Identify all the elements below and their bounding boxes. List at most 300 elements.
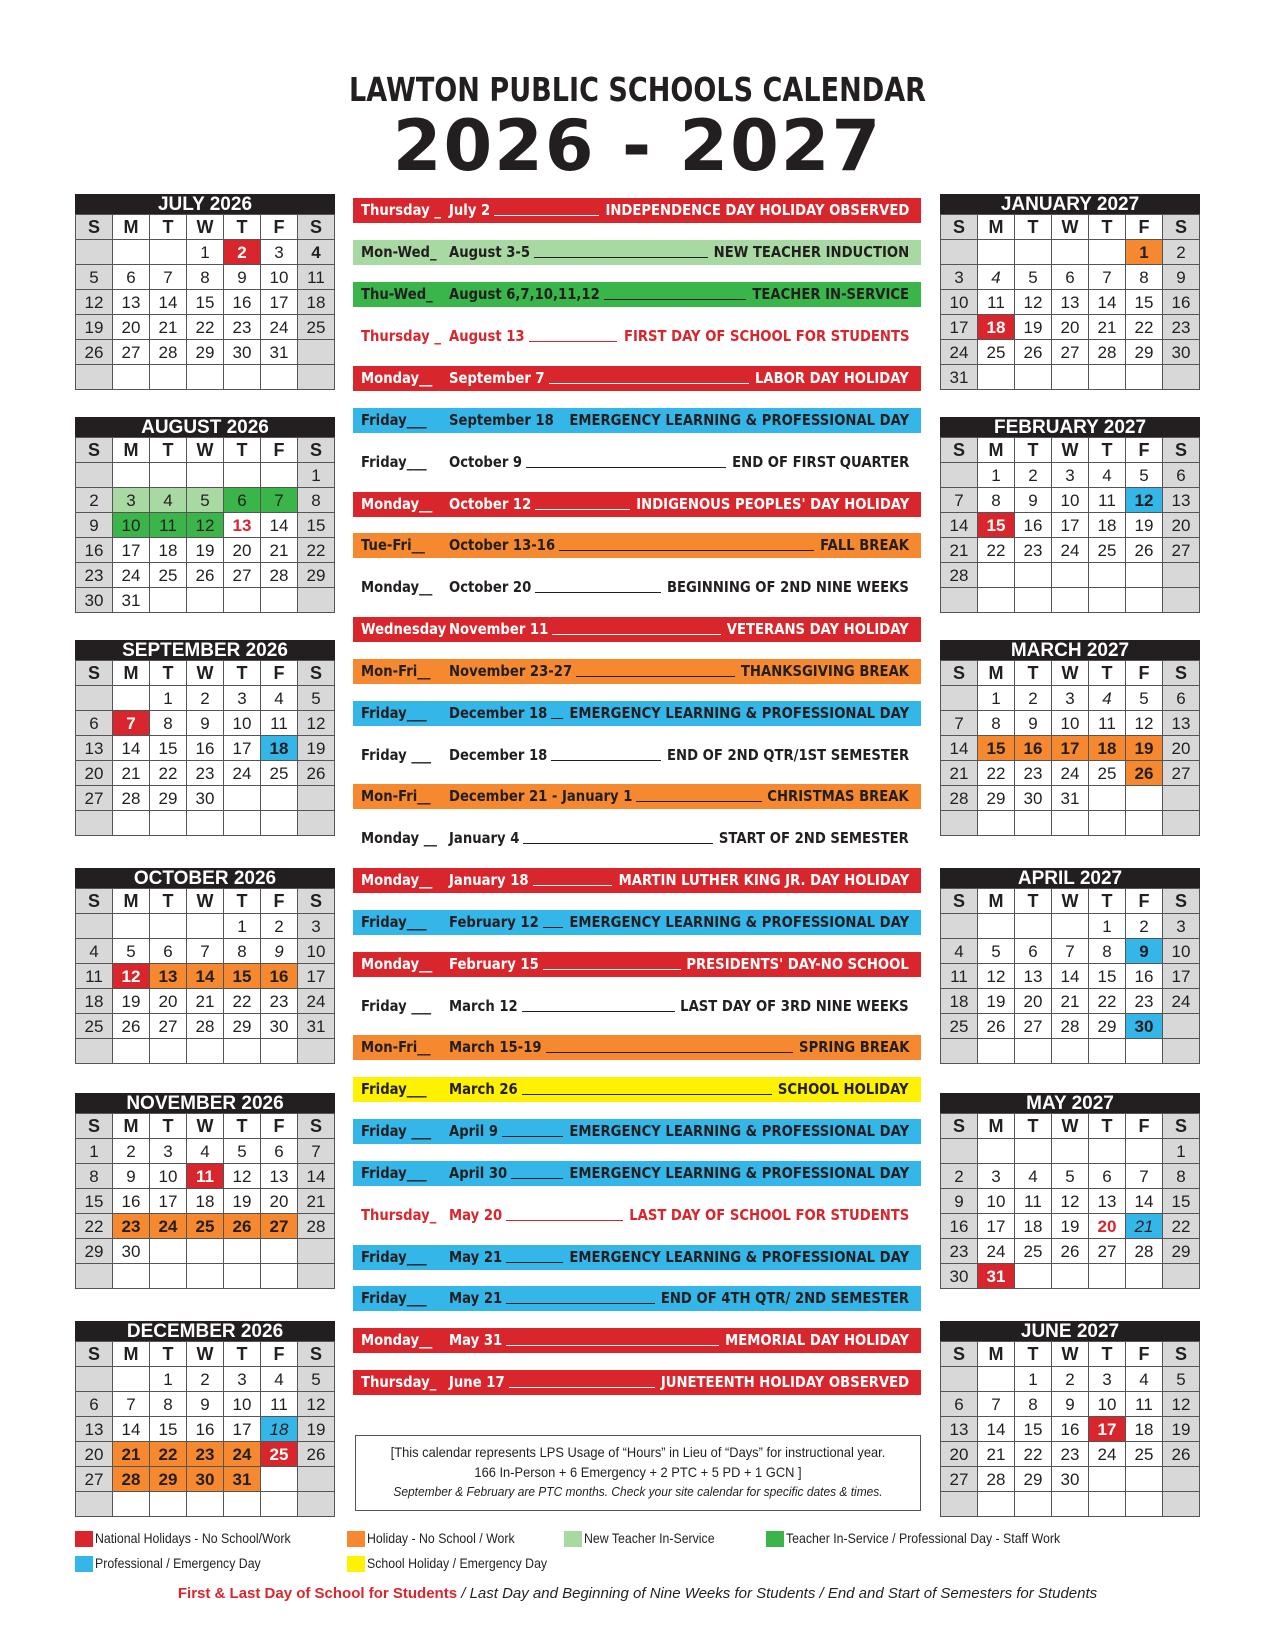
empty-day-cell <box>298 1264 335 1289</box>
day-cell: 21 <box>113 761 150 786</box>
empty-day-cell <box>941 686 978 711</box>
day-cell: 19 <box>187 538 224 563</box>
day-cell: 18 <box>978 315 1015 340</box>
empty-day-cell <box>1163 588 1200 613</box>
event-row <box>353 198 921 223</box>
empty-day-cell <box>978 1492 1015 1517</box>
event-day: Thursday_ <box>361 1373 437 1391</box>
event-connector-line <box>551 760 661 761</box>
day-cell: 3 <box>224 686 261 711</box>
event-day: Wednesday <box>361 620 447 638</box>
day-cell: 20 <box>261 1189 298 1214</box>
event-description: EMERGENCY LEARNING & PROFESSIONAL DAY <box>569 1248 909 1266</box>
event-connector-line <box>576 676 735 677</box>
day-cell: 5 <box>187 488 224 513</box>
day-cell: 13 <box>941 1417 978 1442</box>
empty-day-cell <box>298 365 335 390</box>
day-cell: 6 <box>224 488 261 513</box>
empty-day-cell <box>113 1039 150 1064</box>
empty-day-cell <box>261 1264 298 1289</box>
empty-day-cell <box>113 914 150 939</box>
day-cell: 4 <box>76 939 113 964</box>
day-cell: 13 <box>113 290 150 315</box>
event-row <box>353 408 921 433</box>
day-cell: 16 <box>76 538 113 563</box>
event-connector-line <box>551 718 563 719</box>
month-may <box>940 1093 1200 1289</box>
event-date: May 20 <box>449 1206 503 1224</box>
day-cell: 21 <box>1052 989 1089 1014</box>
event-row <box>353 1328 921 1353</box>
week-row <box>941 736 1200 761</box>
weekday-header: F <box>261 438 298 463</box>
week-row <box>76 1467 335 1492</box>
weekday-header: T <box>1015 1114 1052 1139</box>
event-connector-line <box>552 634 721 635</box>
day-cell: 28 <box>941 563 978 588</box>
day-cell: 25 <box>1089 538 1126 563</box>
day-cell: 2 <box>1015 686 1052 711</box>
week-row <box>941 786 1200 811</box>
week-row <box>941 1442 1200 1467</box>
day-cell: 9 <box>76 513 113 538</box>
month-grid <box>75 888 335 1064</box>
day-cell: 7 <box>978 1392 1015 1417</box>
empty-day-cell <box>978 588 1015 613</box>
event-description: EMERGENCY LEARNING & PROFESSIONAL DAY <box>569 704 909 722</box>
week-row <box>941 711 1200 736</box>
day-cell: 4 <box>1126 1367 1163 1392</box>
day-cell: 17 <box>224 1417 261 1442</box>
event-connector-line <box>509 1387 655 1388</box>
event-row <box>353 324 921 349</box>
month-dec <box>75 1321 335 1517</box>
month-jun <box>940 1321 1200 1517</box>
weekday-header: F <box>1126 661 1163 686</box>
empty-day-cell <box>1052 563 1089 588</box>
empty-day-cell <box>298 1467 335 1492</box>
day-cell: 6 <box>1089 1164 1126 1189</box>
day-cell: 17 <box>224 736 261 761</box>
day-cell: 17 <box>941 315 978 340</box>
empty-day-cell <box>150 240 187 265</box>
event-date: February 12 <box>449 913 539 931</box>
day-cell: 15 <box>187 290 224 315</box>
week-row <box>76 736 335 761</box>
day-cell: 21 <box>941 538 978 563</box>
empty-day-cell <box>1163 1492 1200 1517</box>
day-cell: 18 <box>76 989 113 1014</box>
day-cell: 15 <box>150 1417 187 1442</box>
day-cell: 4 <box>1089 463 1126 488</box>
event-description: INDEPENDENCE DAY HOLIDAY OBSERVED <box>605 201 909 219</box>
event-date: March 26 <box>449 1080 518 1098</box>
empty-day-cell <box>941 1367 978 1392</box>
day-cell: 18 <box>150 538 187 563</box>
empty-day-cell <box>187 1239 224 1264</box>
empty-day-cell <box>1163 563 1200 588</box>
weekday-header: W <box>187 889 224 914</box>
event-description: CHRISTMAS BREAK <box>767 787 909 805</box>
day-cell: 2 <box>224 240 261 265</box>
empty-day-cell <box>224 1239 261 1264</box>
empty-day-cell <box>1015 365 1052 390</box>
empty-day-cell <box>1089 1039 1126 1064</box>
weekday-header: S <box>941 661 978 686</box>
weekday-header: S <box>76 1114 113 1139</box>
empty-day-cell <box>76 914 113 939</box>
event-description: LAST DAY OF 3RD NINE WEEKS <box>680 997 909 1015</box>
day-cell: 12 <box>1163 1392 1200 1417</box>
day-cell: 22 <box>1015 1442 1052 1467</box>
day-cell: 26 <box>1126 538 1163 563</box>
event-description: THANKSGIVING BREAK <box>740 662 909 680</box>
weekday-header: S <box>298 215 335 240</box>
week-row <box>76 365 335 390</box>
day-cell: 21 <box>1126 1214 1163 1239</box>
event-description: END OF 2ND QTR/1ST SEMESTER <box>666 746 909 764</box>
day-cell: 13 <box>150 964 187 989</box>
day-cell: 29 <box>150 786 187 811</box>
week-row <box>941 989 1200 1014</box>
day-cell: 7 <box>941 711 978 736</box>
event-description: MEMORIAL DAY HOLIDAY <box>725 1331 909 1349</box>
empty-day-cell <box>978 1039 1015 1064</box>
weekday-header: M <box>978 1342 1015 1367</box>
event-date: June 17 <box>449 1373 505 1391</box>
day-cell: 27 <box>1163 761 1200 786</box>
empty-day-cell <box>1089 365 1126 390</box>
event-description: SCHOOL HOLIDAY <box>778 1080 909 1098</box>
event-date: August 6,7,10,11,12 <box>449 285 600 303</box>
day-cell: 7 <box>1052 939 1089 964</box>
day-cell: 10 <box>224 1392 261 1417</box>
day-cell: 20 <box>1163 513 1200 538</box>
empty-day-cell <box>1089 1492 1126 1517</box>
week-row <box>941 811 1200 836</box>
month-title: MAY 2027 <box>940 1093 1200 1113</box>
weekday-header: S <box>941 889 978 914</box>
weekday-header: W <box>187 1342 224 1367</box>
day-cell: 9 <box>1126 939 1163 964</box>
empty-day-cell <box>1126 1492 1163 1517</box>
day-cell: 13 <box>1163 488 1200 513</box>
weekday-header: W <box>187 1114 224 1139</box>
day-cell: 29 <box>1126 340 1163 365</box>
day-cell: 6 <box>1052 265 1089 290</box>
weekday-header: T <box>224 1114 261 1139</box>
event-connector-line <box>529 341 618 342</box>
day-cell: 2 <box>941 1164 978 1189</box>
empty-day-cell <box>1052 588 1089 613</box>
weekday-header: T <box>1015 1342 1052 1367</box>
week-row <box>76 686 335 711</box>
day-cell: 17 <box>1052 736 1089 761</box>
day-cell: 10 <box>1089 1392 1126 1417</box>
day-cell: 20 <box>941 1442 978 1467</box>
day-cell: 22 <box>224 989 261 1014</box>
day-cell: 31 <box>978 1264 1015 1289</box>
day-cell: 4 <box>261 1367 298 1392</box>
day-cell: 23 <box>1163 315 1200 340</box>
footer-text: / Last Day and Beginning of Nine Weeks for Students / End and Start of Semesters for Students <box>457 1585 1098 1602</box>
event-connector-line <box>636 801 761 802</box>
day-cell: 17 <box>113 538 150 563</box>
day-cell: 15 <box>150 736 187 761</box>
day-cell: 7 <box>150 265 187 290</box>
weekday-header: S <box>76 1342 113 1367</box>
event-connector-line <box>549 383 750 384</box>
week-row <box>76 563 335 588</box>
weekday-header: S <box>298 438 335 463</box>
event-date: May 21 <box>449 1248 503 1266</box>
week-row <box>941 761 1200 786</box>
week-row <box>941 914 1200 939</box>
day-cell: 9 <box>261 939 298 964</box>
week-row <box>76 761 335 786</box>
event-row <box>353 1119 921 1144</box>
day-cell: 26 <box>187 563 224 588</box>
weekday-header: S <box>941 438 978 463</box>
day-cell: 16 <box>187 1417 224 1442</box>
event-connector-line <box>511 1178 563 1179</box>
day-cell: 15 <box>978 736 1015 761</box>
event-connector-line <box>526 467 726 468</box>
week-row <box>76 340 335 365</box>
weekday-header: M <box>113 215 150 240</box>
day-cell: 24 <box>1163 989 1200 1014</box>
day-cell: 11 <box>76 964 113 989</box>
event-row <box>353 366 921 391</box>
week-row <box>941 315 1200 340</box>
empty-day-cell <box>76 1492 113 1517</box>
week-row <box>76 1014 335 1039</box>
day-cell: 11 <box>1089 488 1126 513</box>
event-description: JUNETEENTH HOLIDAY OBSERVED <box>660 1373 909 1391</box>
day-cell: 18 <box>298 290 335 315</box>
event-date: November 23-27 <box>449 662 573 680</box>
month-title: JANUARY 2027 <box>940 194 1200 214</box>
event-description: NEW TEACHER INDUCTION <box>713 243 909 261</box>
day-cell: 19 <box>298 1417 335 1442</box>
day-cell: 4 <box>187 1139 224 1164</box>
weekday-header: F <box>1126 1342 1163 1367</box>
weekday-header: S <box>1163 1114 1200 1139</box>
week-row <box>76 240 335 265</box>
day-cell: 8 <box>978 488 1015 513</box>
day-cell: 27 <box>1163 538 1200 563</box>
week-row <box>76 1492 335 1517</box>
event-connector-line <box>522 1011 675 1012</box>
day-cell: 5 <box>224 1139 261 1164</box>
event-row <box>353 868 921 893</box>
empty-day-cell <box>150 1492 187 1517</box>
day-cell: 30 <box>187 1467 224 1492</box>
day-cell: 12 <box>298 1392 335 1417</box>
weekday-header: S <box>1163 438 1200 463</box>
empty-day-cell <box>187 914 224 939</box>
weekday-header: F <box>1126 889 1163 914</box>
day-cell: 4 <box>978 265 1015 290</box>
weekday-header: W <box>1052 661 1089 686</box>
day-cell: 2 <box>113 1139 150 1164</box>
empty-day-cell <box>1089 563 1126 588</box>
day-cell: 25 <box>76 1014 113 1039</box>
legend-label: National Holidays - No School/Work <box>95 1530 291 1546</box>
day-cell: 21 <box>1089 315 1126 340</box>
day-cell: 1 <box>978 686 1015 711</box>
empty-day-cell <box>261 365 298 390</box>
empty-day-cell <box>1163 365 1200 390</box>
event-day: Monday__ <box>361 955 433 973</box>
day-cell: 31 <box>113 588 150 613</box>
empty-day-cell <box>1052 240 1089 265</box>
empty-day-cell <box>1015 1139 1052 1164</box>
day-cell: 14 <box>298 1164 335 1189</box>
day-cell: 12 <box>1126 488 1163 513</box>
day-cell: 21 <box>261 538 298 563</box>
event-description: INDIGENOUS PEOPLES' DAY HOLIDAY <box>635 495 909 513</box>
day-cell: 24 <box>224 761 261 786</box>
event-connector-line <box>535 509 630 510</box>
day-cell: 20 <box>1015 989 1052 1014</box>
event-connector-line <box>543 927 563 928</box>
day-cell: 8 <box>187 265 224 290</box>
day-cell: 19 <box>224 1189 261 1214</box>
weekday-header: S <box>76 889 113 914</box>
event-row <box>353 240 921 265</box>
note-line-1: [This calendar represents LPS Usage of “Hours” in Lieu of “Days” for instructional year. <box>390 1444 886 1460</box>
day-cell: 1 <box>1126 240 1163 265</box>
weekday-header: W <box>1052 215 1089 240</box>
day-cell: 26 <box>224 1214 261 1239</box>
week-row <box>941 513 1200 538</box>
week-row <box>76 964 335 989</box>
event-description: EMERGENCY LEARNING & PROFESSIONAL DAY <box>569 411 909 429</box>
event-date: April 9 <box>449 1122 499 1140</box>
empty-day-cell <box>978 240 1015 265</box>
event-day: Mon-Fri__ <box>361 787 431 805</box>
day-cell: 14 <box>1089 290 1126 315</box>
day-cell: 20 <box>1052 315 1089 340</box>
day-cell: 20 <box>113 315 150 340</box>
day-cell: 27 <box>76 1467 113 1492</box>
weekday-header: S <box>941 1342 978 1367</box>
day-cell: 29 <box>187 340 224 365</box>
day-cell: 30 <box>261 1014 298 1039</box>
day-cell: 24 <box>941 340 978 365</box>
day-cell: 3 <box>224 1367 261 1392</box>
day-cell: 29 <box>76 1239 113 1264</box>
empty-day-cell <box>1163 1467 1200 1492</box>
week-row <box>941 1264 1200 1289</box>
day-cell: 9 <box>1015 711 1052 736</box>
weekday-header: S <box>76 661 113 686</box>
day-cell: 5 <box>1126 463 1163 488</box>
empty-day-cell <box>187 1492 224 1517</box>
day-cell: 17 <box>1089 1417 1126 1442</box>
week-row <box>941 1417 1200 1442</box>
month-grid <box>75 437 335 613</box>
day-cell: 14 <box>113 736 150 761</box>
event-connector-line <box>534 257 707 258</box>
empty-day-cell <box>1052 365 1089 390</box>
month-grid <box>940 1341 1200 1517</box>
empty-day-cell <box>1126 563 1163 588</box>
month-sep <box>75 640 335 836</box>
day-cell: 6 <box>76 1392 113 1417</box>
empty-day-cell <box>113 1367 150 1392</box>
day-cell: 24 <box>224 1442 261 1467</box>
event-day: Mon-Fri__ <box>361 1038 431 1056</box>
day-cell: 13 <box>1163 711 1200 736</box>
day-cell: 23 <box>1052 1442 1089 1467</box>
week-row <box>76 1164 335 1189</box>
day-cell: 5 <box>298 1367 335 1392</box>
empty-day-cell <box>113 1492 150 1517</box>
week-row <box>76 1239 335 1264</box>
weekday-header: F <box>261 215 298 240</box>
day-cell: 1 <box>150 1367 187 1392</box>
day-cell: 28 <box>1052 1014 1089 1039</box>
empty-day-cell <box>298 588 335 613</box>
day-cell: 9 <box>1163 265 1200 290</box>
empty-day-cell <box>1015 563 1052 588</box>
event-date: November 11 <box>449 620 549 638</box>
week-row <box>76 1214 335 1239</box>
day-cell: 24 <box>298 989 335 1014</box>
day-cell: 10 <box>978 1189 1015 1214</box>
day-cell: 4 <box>298 240 335 265</box>
event-day: Monday__ <box>361 1331 433 1349</box>
day-cell: 17 <box>261 290 298 315</box>
day-cell: 7 <box>113 711 150 736</box>
week-row <box>941 1039 1200 1064</box>
weekday-header: M <box>113 438 150 463</box>
empty-day-cell <box>150 588 187 613</box>
event-connector-line <box>506 1220 623 1221</box>
month-grid <box>75 1113 335 1289</box>
empty-day-cell <box>113 811 150 836</box>
empty-day-cell <box>1126 1039 1163 1064</box>
day-cell: 9 <box>1052 1392 1089 1417</box>
day-cell: 13 <box>261 1164 298 1189</box>
day-cell: 25 <box>150 563 187 588</box>
legend-swatch <box>75 1556 93 1572</box>
week-row <box>941 686 1200 711</box>
day-cell: 27 <box>224 563 261 588</box>
day-cell: 3 <box>1089 1367 1126 1392</box>
day-cell: 8 <box>1126 265 1163 290</box>
month-jan <box>940 194 1200 390</box>
day-cell: 27 <box>76 786 113 811</box>
day-cell: 26 <box>1126 761 1163 786</box>
day-cell: 15 <box>1015 1417 1052 1442</box>
day-cell: 2 <box>1163 240 1200 265</box>
day-cell: 8 <box>1015 1392 1052 1417</box>
empty-day-cell <box>1089 1467 1126 1492</box>
day-cell: 7 <box>261 488 298 513</box>
day-cell: 1 <box>1163 1139 1200 1164</box>
weekday-header: S <box>298 1342 335 1367</box>
day-cell: 2 <box>76 488 113 513</box>
week-row <box>76 265 335 290</box>
week-row <box>76 538 335 563</box>
event-day: Monday __ <box>361 829 437 847</box>
weekday-header: S <box>298 889 335 914</box>
event-day: Friday___ <box>361 1248 427 1266</box>
day-cell: 5 <box>1163 1367 1200 1392</box>
